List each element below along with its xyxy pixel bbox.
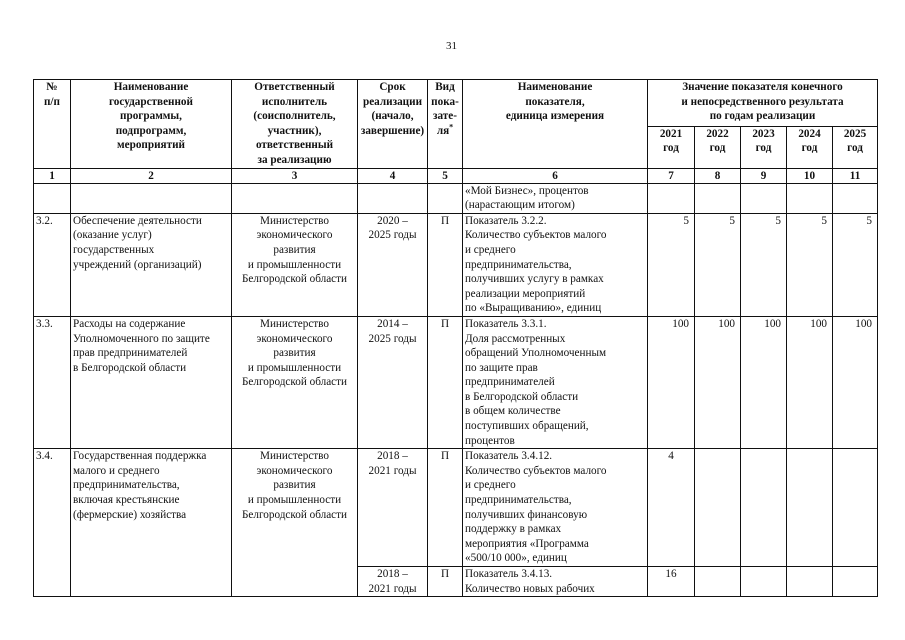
row-value-2022 (695, 449, 741, 567)
row-type: П (428, 213, 463, 316)
column-number: 9 (741, 168, 787, 183)
row-indicator: «Мой Бизнес», процентов (нарастающим итогом) (463, 183, 648, 213)
table-row (34, 316, 878, 448)
row-term (358, 183, 428, 213)
row-value-2023: 100 (741, 316, 787, 448)
row-value-2025 (833, 449, 878, 567)
header-term: Срок реализации (начало, завершение) (358, 80, 428, 169)
column-number: 4 (358, 168, 428, 183)
row-term: 2020 – 2025 годы (358, 213, 428, 316)
row-term: 2014 – 2025 годы (358, 316, 428, 448)
row-num: 3.2. (34, 213, 71, 316)
row-executor: Министерство экономического развития и промышленности Белгородской области (232, 449, 358, 597)
column-number: 10 (787, 168, 833, 183)
row-value-2021: 4 (648, 449, 695, 567)
row-value-2024: 100 (787, 316, 833, 448)
row-name: Государственная поддержка малого и среднего предпринимательства, включая крестьянские (фермерские) хозяйства (71, 449, 232, 597)
header-values-group: Значение показателя конечного и непосредственного результата по годам реализации (648, 80, 878, 127)
header-type-label: Вид пока- зате- ля (431, 81, 459, 137)
row-executor: Министерство экономического развития и промышленности Белгородской области (232, 213, 358, 316)
column-number: 11 (833, 168, 878, 183)
header-year-2023: 2023 год (741, 126, 787, 168)
table-row (34, 213, 878, 316)
row-value-2023 (741, 449, 787, 567)
row-num: 3.3. (34, 316, 71, 448)
row-value-2022 (695, 183, 741, 213)
row-value-2023 (741, 567, 787, 597)
row-executor (232, 183, 358, 213)
row-value-2024 (787, 183, 833, 213)
header-year-2024: 2024 год (787, 126, 833, 168)
row-term: 2018 – 2021 годы (358, 449, 428, 567)
header-executor: Ответственный исполнитель (соисполнитель, участник), ответственный за реализацию (232, 80, 358, 169)
row-name: Расходы на содержание Уполномоченного по защите прав предпринимателей в Белгородской области (71, 316, 232, 448)
row-indicator: Показатель 3.4.12. Количество субъектов малого и среднего предпринимательства, получивших финансовую поддержку в рамках мероприятия «Программа «500/10 000», единиц (463, 449, 648, 567)
header-type (428, 80, 463, 169)
row-value-2023 (741, 183, 787, 213)
row-value-2022: 100 (695, 316, 741, 448)
row-num (34, 183, 71, 213)
row-type: П (428, 316, 463, 448)
program-indicators-table (33, 79, 878, 597)
row-value-2025: 100 (833, 316, 878, 448)
column-number: 7 (648, 168, 695, 183)
row-name (71, 183, 232, 213)
row-executor: Министерство экономического развития и промышленности Белгородской области (232, 316, 358, 448)
column-number: 1 (34, 168, 71, 183)
row-indicator: Показатель 3.3.1. Доля рассмотренных обращений Уполномоченным по защите прав предпринимателей в Белгородской области в общем количестве поступивших обращений, процентов (463, 316, 648, 448)
row-type: П (428, 449, 463, 567)
header-year-2022: 2022 год (695, 126, 741, 168)
table-row (34, 449, 878, 567)
row-value-2022 (695, 567, 741, 597)
row-value-2024: 5 (787, 213, 833, 316)
header-indicator: Наименование показателя, единица измерения (463, 80, 648, 169)
row-indicator: Показатель 3.4.13. Количество новых рабочих (463, 567, 648, 597)
column-number: 8 (695, 168, 741, 183)
column-number: 2 (71, 168, 232, 183)
column-number: 5 (428, 168, 463, 183)
column-number: 3 (232, 168, 358, 183)
row-name: Обеспечение деятельности (оказание услуг) государственных учреждений (организаций) (71, 213, 232, 316)
row-value-2025: 5 (833, 213, 878, 316)
row-value-2025 (833, 567, 878, 597)
row-num: 3.4. (34, 449, 71, 597)
row-value-2021: 100 (648, 316, 695, 448)
row-value-2021: 16 (648, 567, 695, 597)
row-indicator: Показатель 3.2.2. Количество субъектов малого и среднего предпринимательства, получивших услугу в рамках реализации мероприятий по «Выращиванию», единиц (463, 213, 648, 316)
column-number: 6 (463, 168, 648, 183)
row-value-2024 (787, 567, 833, 597)
header-type-star: * (449, 122, 454, 132)
table-row (34, 183, 878, 213)
page-number: 31 (446, 40, 457, 52)
header-name: Наименование государственной программы, подпрограмм, мероприятий (71, 80, 232, 169)
row-type: П (428, 567, 463, 597)
row-type (428, 183, 463, 213)
header-num: № п/п (34, 80, 71, 169)
row-value-2024 (787, 449, 833, 567)
row-value-2025 (833, 183, 878, 213)
row-value-2021: 5 (648, 213, 695, 316)
row-value-2021 (648, 183, 695, 213)
row-term: 2018 – 2021 годы (358, 567, 428, 597)
row-value-2022: 5 (695, 213, 741, 316)
row-value-2023: 5 (741, 213, 787, 316)
header-year-2025: 2025 год (833, 126, 878, 168)
header-year-2021: 2021 год (648, 126, 695, 168)
